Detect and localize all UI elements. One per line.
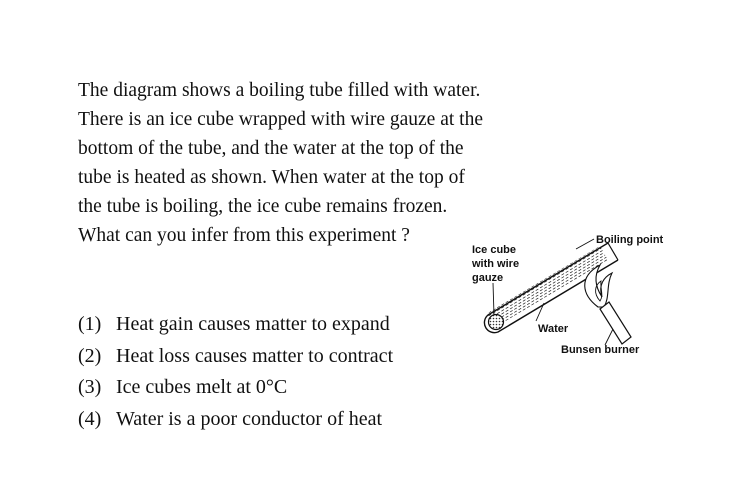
ice-cube-label-line-2: with wire <box>472 258 520 270</box>
answer-options <box>78 309 393 435</box>
option-1 <box>78 309 393 341</box>
question-line-2: There is an ice cube wrapped with wire gauze at the <box>78 109 483 130</box>
boiling-point-label: Boiling point <box>596 234 664 246</box>
question-line-1: The diagram shows a boiling tube filled with water. <box>78 80 481 101</box>
question-line-3: bottom of the tube, and the water at the top of the <box>78 138 464 159</box>
bunsen-burner-label: Bunsen burner <box>561 344 640 356</box>
water-pointer <box>536 303 544 321</box>
option-4-number: (4) <box>78 407 102 430</box>
option-3 <box>78 372 393 404</box>
option-3-text: Ice cubes melt at 0°C <box>116 376 288 398</box>
option-2-number: (2) <box>78 344 102 367</box>
option-4-text: Water is a poor conductor of heat <box>116 407 383 430</box>
option-4 <box>78 404 393 436</box>
ice-cube-gauze <box>489 315 504 330</box>
option-1-text: Heat gain causes matter to expand <box>116 313 390 335</box>
bunsen-burner <box>600 302 631 344</box>
question-line-4: tube is heated as shown. When water at the top of <box>78 167 465 188</box>
option-3-number: (3) <box>78 376 102 398</box>
option-2-text: Heat loss causes matter to contract <box>116 344 394 367</box>
ice-cube-label-line-1: Ice cube <box>472 244 517 256</box>
option-1-number: (1) <box>78 313 102 335</box>
boiling-tube-diagram <box>450 215 700 375</box>
water-label: Water <box>538 323 569 335</box>
ice-cube-label-line-3: gauze <box>472 272 504 284</box>
question-line-6: What can you infer from this experiment ? <box>78 225 410 246</box>
option-2 <box>78 341 393 373</box>
bunsen-burner-pointer <box>605 329 613 345</box>
question-line-5: the tube is boiling, the ice cube remains frozen. <box>78 196 448 217</box>
boiling-point-pointer <box>576 239 594 249</box>
